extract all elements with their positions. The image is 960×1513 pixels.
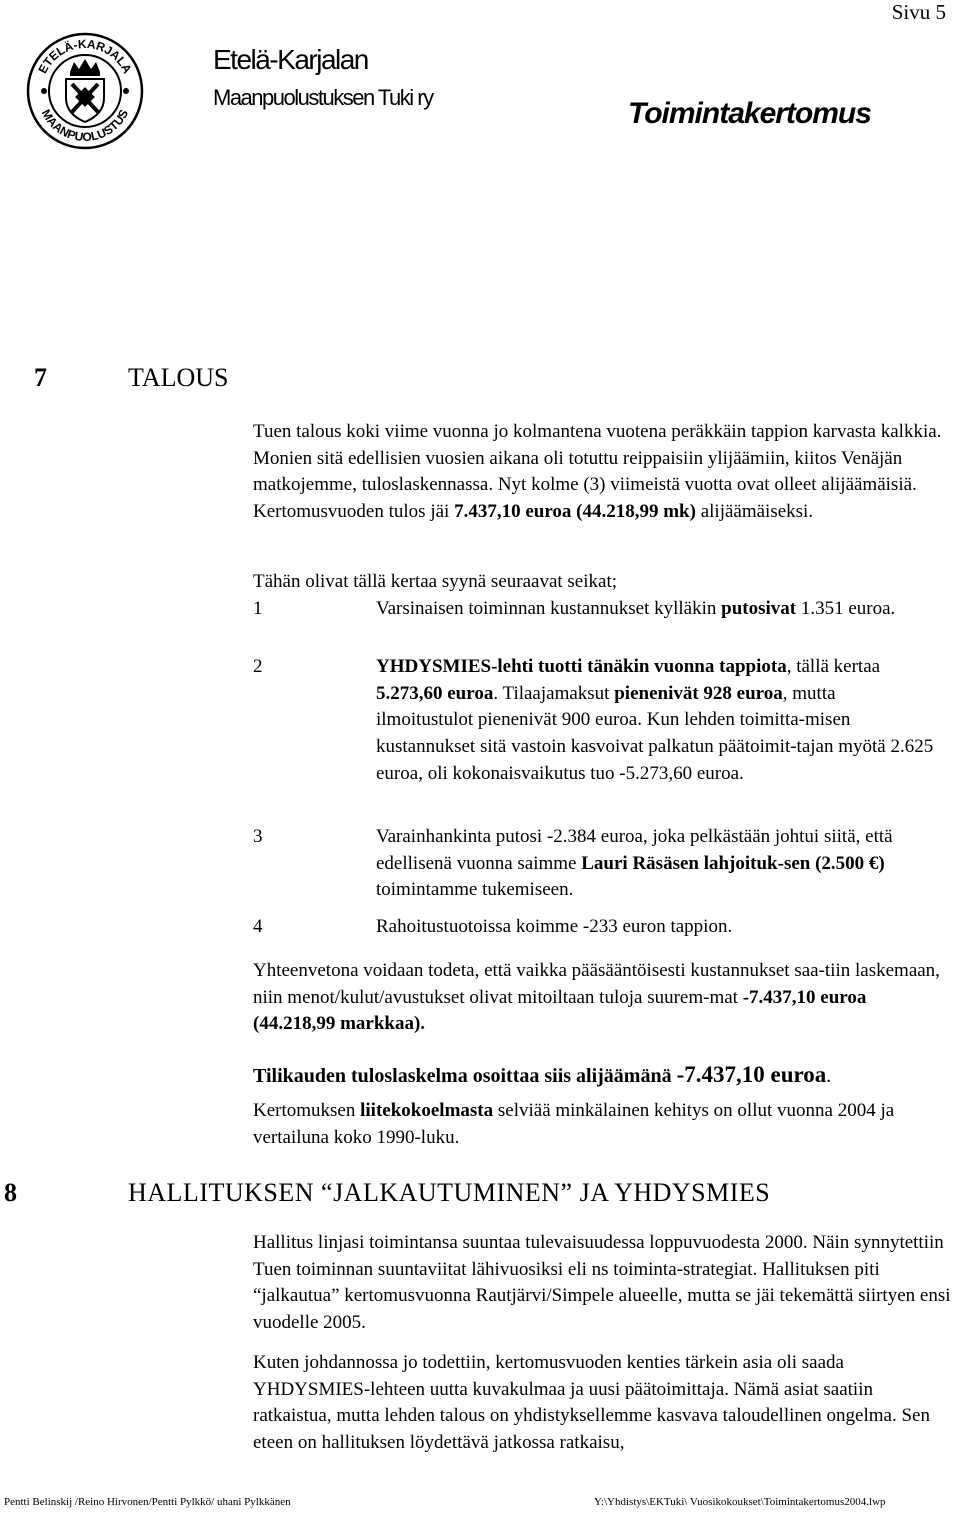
list-item: Varsinaisen toiminnan kustannukset kylläkin putosivat 1.351 euroa.	[376, 598, 896, 619]
list-item-number: 1	[253, 598, 263, 619]
organization-name: Etelä-Karjalan	[213, 44, 368, 75]
footer-file-path: Y:\Yhdistys\EKTuki\ Vuosikokoukset\Toimintakertomus2004.lwp	[594, 1496, 886, 1508]
footer-authors: Pentti Belinskij /Reino Hirvonen/Pentti Pylkkö/ uhani Pylkkänen	[4, 1496, 291, 1508]
section-number: 8	[4, 1178, 17, 1207]
document-title: Toimintakertomus	[628, 97, 871, 130]
page-number: Sivu 5	[891, 0, 946, 24]
paragraph: Kuten johdannossa jo todettiin, kertomusvuoden kenties tärkein asia oli saada YHDYSMIES-lehteen uutta kuvakulmaa ja uusi päätoimittaja. Nämä asiat saatiin ratkaistua, mutta lehden talous on yhdistyksellemme kasvava taloudellinen ongelma. Sen eteen on hallituksen löydettävä jatkossa ratkaisu,	[253, 1352, 930, 1454]
paragraph-summary: Yhteenvetona voidaan todeta, että vaikka pääsääntöisesti kustannukset saa-tiin laskemaan, niin menot/kulut/avustukset olivat mitoiltaan tuloja suurem-mat -7.437,10 euroa (44.218,99 markkaa).	[253, 960, 940, 1035]
list-item: Varainhankinta putosi -2.384 euroa, joka pelkästään johtui siitä, että edellisenä vuonna saimme Lauri Räsäsen lahjoituk-sen (2.500 €) toimintamme tukemiseen.	[376, 826, 893, 901]
list-item-number: 2	[253, 656, 263, 677]
svg-text:ETELÄ-KARJALA: ETELÄ-KARJALA	[35, 36, 135, 76]
result-statement: Tilikauden tuloslaskelma osoittaa siis alijäämänä -7.437,10 euroa.	[253, 1062, 832, 1087]
section-title: TALOUS	[128, 363, 229, 392]
paragraph-appendix: Kertomuksen liitekokoelmasta selviää minkälainen kehitys on ollut vuonna 2004 ja vertailuna koko 1990-luku.	[253, 1100, 895, 1148]
list-item-number: 4	[253, 916, 263, 937]
organization-subname: Maanpuolustuksen Tuki ry	[213, 85, 433, 110]
section-title: HALLITUKSEN “JALKAUTUMINEN” JA YHDYSMIES	[128, 1178, 771, 1207]
list-item: YHDYSMIES-lehti tuotti tänäkin vuonna tappiota, tällä kertaa 5.273,60 euroa. Tilaajamaksut pienenivät 928 euroa, mutta ilmoitustulot pienenivät 900 euroa. Kun lehden toimitta-misen kustannukset sitä vastoin kasvoivat palkatun päätoimit-tajan myötä 2.625 euroa, oli kokonaisvaikutus tuo -5.273,60 euroa.	[376, 656, 934, 784]
list-item-number: 3	[253, 826, 263, 847]
paragraph: Hallitus linjasi toimintansa suuntaa tulevaisuudessa loppuvuodesta 2000. Näin synnytettiin Tuen toiminnan suuntaviitat lähivuosiksi eli ns toiminta-strategiat. Hallituksen piti “jalkautua” kertomusvuonna Rautjärvi/Simpele alueelle, mutta se jäi tekemättä siirtyen ensi vuodelle 2005.	[253, 1232, 951, 1334]
reasons-heading: Tähän olivat tällä kertaa syynä seuraavat seikat;	[253, 571, 618, 592]
list-item: Rahoitustuotoissa koimme -233 euron tappion.	[376, 916, 733, 937]
section-number: 7	[34, 363, 47, 392]
paragraph-intro: Tuen talous koki viime vuonna jo kolmantena vuotena peräkkäin tappion karvasta kalkkia. Monien sitä edellisien vuosien aikana oli totuttu reippaisiin ylijäämiin, kiitos Venäjän matkojemme, tuloslaskennassa. Nyt kolme (3) viimeistä vuotta ovat olleet alijäämäisiä. Kertomusvuoden tulos jäi 7.437,10 euroa (44.218,99 mk) alijäämäiseksi.	[253, 421, 942, 523]
organization-logo	[26, 32, 144, 150]
svg-text:MAANPUOLUSTUS: MAANPUOLUSTUS	[38, 106, 132, 145]
